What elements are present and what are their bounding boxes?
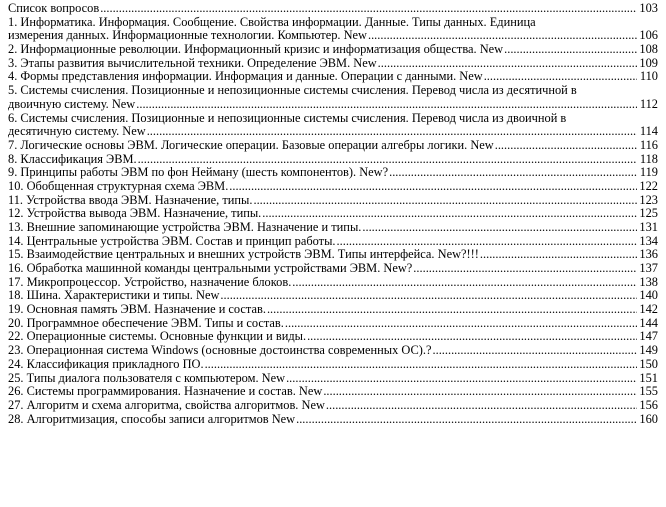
toc-entry[interactable] — [8, 385, 660, 399]
toc-entry[interactable] — [8, 248, 660, 262]
dot-leader — [389, 166, 637, 180]
toc-entry-text: 14. Центральные устройства ЭВМ. Состав и принцип работы. — [8, 234, 336, 248]
dot-leader — [484, 70, 637, 84]
dot-leader — [296, 413, 637, 427]
toc-header-title: Список вопросов — [8, 2, 100, 15]
toc-entry-text: измерения данных. Информационные технологии. Компьютер. New — [8, 29, 367, 43]
toc-entry-page: 109 — [639, 56, 658, 70]
toc-entry[interactable] — [8, 207, 660, 221]
toc-entry-page: 144 — [639, 316, 658, 330]
toc-entry[interactable] — [8, 180, 660, 194]
toc-entry-page: 155 — [639, 385, 658, 399]
dot-leader — [205, 358, 637, 372]
dot-leader — [285, 317, 637, 331]
toc-entry-page: 131 — [639, 221, 658, 234]
toc-entry[interactable] — [8, 221, 660, 235]
dot-leader — [292, 276, 637, 290]
toc-entry-text: 5. Системы счисления. Позиционные и непозиционные системы счисления. Перевод числа из десятичной в — [8, 84, 577, 98]
toc-entry-page: 108 — [639, 43, 658, 57]
dot-leader — [504, 43, 637, 57]
toc-entry-text: 7. Логические основы ЭВМ. Логические операции. Базовые операции алгебры логики. New — [8, 138, 494, 152]
toc-entry-text: 28. Алгоритмизация, способы записи алгоритмов New — [8, 412, 296, 426]
toc-entry[interactable] — [8, 70, 660, 84]
toc-entry-text: 8. Классификация ЭВМ. — [8, 152, 137, 166]
toc-entry-page: 136 — [639, 248, 658, 262]
toc-entry-page: 119 — [639, 166, 658, 180]
toc-entry-text: 18. Шина. Характеристики и типы. New — [8, 289, 220, 303]
toc-entry-page: 138 — [639, 275, 658, 289]
toc-entry-text: 22. Операционные системы. Основные функции и виды. — [8, 330, 307, 344]
toc-entry-page: 122 — [639, 179, 658, 193]
toc-entry-text: 19. Основная память ЭВМ. Назначение и состав. — [8, 303, 266, 317]
dot-leader — [147, 125, 637, 139]
toc-entry[interactable] — [8, 235, 660, 249]
toc-entry[interactable] — [8, 413, 660, 427]
toc-entry-page: 112 — [639, 97, 658, 111]
toc-entry[interactable] — [8, 399, 660, 413]
dot-leader — [378, 57, 637, 71]
toc-entry[interactable] — [8, 112, 660, 139]
toc-entry[interactable] — [8, 262, 660, 276]
dot-leader — [262, 207, 637, 221]
dot-leader — [286, 372, 637, 386]
dot-leader — [362, 221, 637, 235]
toc-entry[interactable] — [8, 276, 660, 290]
toc-entry[interactable] — [8, 16, 660, 43]
toc-entry-text: 23. Операционная система Windows (основные достоинства современных ОС).? — [8, 344, 432, 358]
toc-entries — [8, 16, 660, 427]
toc-header-page: 103 — [639, 2, 658, 15]
toc-entry-page: 142 — [639, 303, 658, 317]
table-of-contents — [8, 0, 660, 426]
toc-entry-text: 27. Алгоритм и схема алгоритма, свойства алгоритмов. New — [8, 398, 325, 412]
dot-leader — [368, 29, 637, 43]
toc-entry-text: 11. Устройства ввода ЭВМ. Назначение, типы. — [8, 193, 253, 207]
toc-entry-text: двоичную систему. New — [8, 97, 136, 111]
toc-entry-page: 114 — [639, 125, 658, 139]
toc-entry-text: 20. Программное обеспечение ЭВМ. Типы и состав. — [8, 316, 284, 330]
toc-entry-text: 13. Внешние запоминающие устройства ЭВМ. Назначение и типы. — [8, 221, 362, 234]
dot-leader — [138, 153, 637, 167]
toc-entry[interactable] — [8, 194, 660, 208]
toc-entry-text: 2. Информационные революции. Информационный кризис и информатизация общества. New — [8, 43, 504, 57]
dot-leader — [307, 331, 637, 345]
dot-leader — [267, 303, 637, 317]
toc-entry[interactable] — [8, 84, 660, 111]
toc-entry[interactable] — [8, 289, 660, 303]
toc-entry[interactable] — [8, 43, 660, 57]
toc-entry-page: 147 — [639, 330, 658, 344]
toc-entry[interactable] — [8, 317, 660, 331]
dot-leader — [229, 180, 637, 194]
toc-entry-page: 123 — [639, 193, 658, 207]
toc-entry[interactable] — [8, 57, 660, 71]
dot-leader — [220, 289, 637, 303]
dot-leader — [480, 248, 637, 262]
toc-entry-text: 17. Микропроцессор. Устройство, назначение блоков. — [8, 275, 292, 289]
toc-entry-text: 16. Обработка машинной команды центральными устройствами ЭВМ. New? — [8, 262, 413, 276]
toc-entry-page: 110 — [639, 70, 658, 84]
dot-leader — [413, 262, 637, 276]
toc-entry-page: 151 — [639, 371, 658, 385]
toc-entry-page: 149 — [639, 344, 658, 358]
dot-leader — [323, 385, 637, 399]
dot-leader — [433, 344, 638, 358]
toc-entry-page: 150 — [639, 357, 658, 371]
toc-entry[interactable] — [8, 358, 660, 372]
dot-leader — [495, 139, 637, 153]
toc-entry-text: 10. Обобщенная структурная схема ЭВМ. — [8, 179, 229, 193]
toc-entry-text: 24. Классификация прикладного ПО. — [8, 357, 204, 371]
toc-entry-text: 15. Взаимодействие центральных и внешних устройств ЭВМ. Типы интерфейса. New?!!! — [8, 248, 479, 262]
toc-entry[interactable] — [8, 372, 660, 386]
toc-entry-page: 160 — [639, 412, 658, 426]
toc-entry-text: 26. Системы программирования. Назначение и состав. New — [8, 385, 323, 399]
toc-entry-page: 156 — [639, 398, 658, 412]
dot-leader — [136, 98, 637, 112]
toc-entry-text: 1. Информатика. Информация. Сообщение. Свойства информации. Данные. Типы данных. Единица — [8, 15, 536, 29]
dot-leader — [100, 2, 637, 16]
toc-entry-page: 106 — [639, 29, 658, 43]
dot-leader — [326, 399, 637, 413]
toc-entry-text: десятичную систему. New — [8, 125, 146, 139]
toc-entry[interactable] — [8, 153, 660, 167]
toc-entry[interactable] — [8, 166, 660, 180]
toc-entry-text: 3. Этапы развития вычислительной техники. Определение ЭВМ. New — [8, 56, 377, 70]
toc-entry-page: 140 — [639, 289, 658, 303]
toc-entry-text: 4. Формы представления информации. Информация и данные. Операции с данными. New — [8, 70, 483, 84]
toc-entry-text: 12. Устройства вывода ЭВМ. Назначение, типы. — [8, 207, 262, 221]
toc-entry-page: 116 — [639, 138, 658, 152]
toc-header[interactable] — [8, 2, 660, 16]
toc-entry-text: 25. Типы диалога пользователя с компьютером. New — [8, 371, 286, 385]
toc-entry-text: 6. Системы счисления. Позиционные и непозиционные системы счисления. Перевод числа из двоичной в — [8, 111, 567, 125]
dot-leader — [253, 194, 637, 208]
toc-entry-page: 137 — [639, 262, 658, 276]
toc-entry[interactable] — [8, 303, 660, 317]
dot-leader — [337, 235, 637, 249]
toc-entry[interactable] — [8, 331, 660, 345]
toc-entry-page: 134 — [639, 234, 658, 248]
toc-entry-page: 118 — [639, 152, 658, 166]
toc-entry[interactable] — [8, 344, 660, 358]
toc-entry-text: 9. Принципы работы ЭВМ по фон Нейману (шесть компонентов). New? — [8, 166, 389, 180]
toc-entry[interactable] — [8, 139, 660, 153]
toc-entry-page: 125 — [639, 207, 658, 221]
